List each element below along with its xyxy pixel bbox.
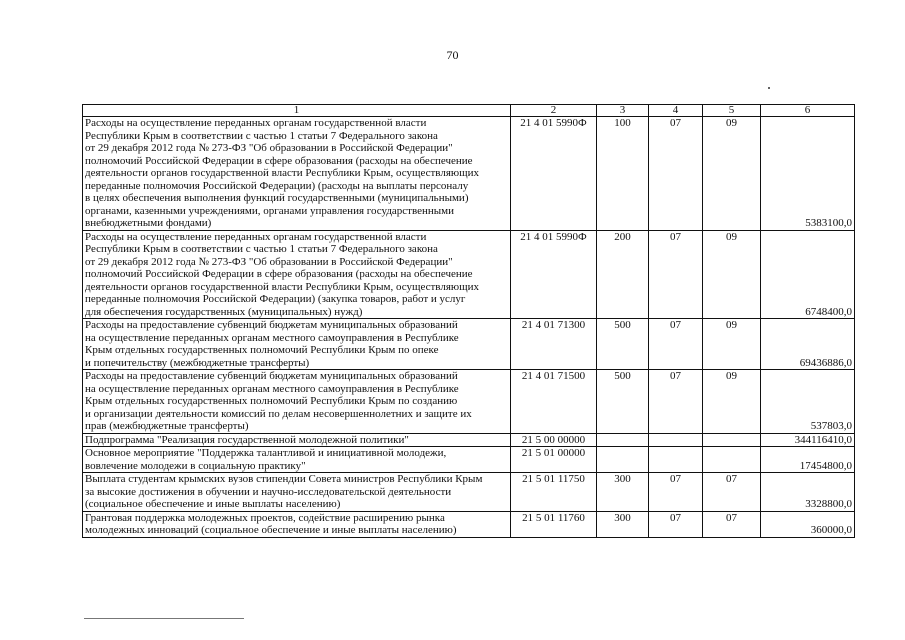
row-amount: 6748400,0 (761, 230, 855, 319)
row-amount: 360000,0 (761, 511, 855, 537)
table-row (83, 117, 855, 231)
table-row (83, 433, 855, 447)
row-target-code: 21 5 00 00000 (511, 433, 597, 447)
table-header-row (83, 105, 855, 117)
row-amount: 537803,0 (761, 370, 855, 434)
row-expense-type: 300 (597, 511, 649, 537)
row-section: 07 (649, 473, 703, 512)
header-col-6: 6 (761, 105, 855, 117)
row-amount: 3328800,0 (761, 473, 855, 512)
row-expense-type: 200 (597, 230, 649, 319)
header-col-5: 5 (703, 105, 761, 117)
row-subsection: 09 (703, 230, 761, 319)
row-target-code: 21 5 01 00000 (511, 447, 597, 473)
row-description: Выплата студентам крымских вузов стипендии Совета министров Республики Крым за высокие достижения в обучении и научно-исследовательской деятельности (социальное обеспечение и иные выплаты населению) (83, 473, 511, 512)
row-expense-type: 300 (597, 473, 649, 512)
row-section: 07 (649, 319, 703, 370)
row-section (649, 447, 703, 473)
row-section (649, 433, 703, 447)
scan-dot (768, 87, 770, 89)
header-col-3: 3 (597, 105, 649, 117)
budget-table (82, 104, 855, 538)
row-description: Основное мероприятие "Поддержка талантливой и инициативной молодежи, вовлечение молодежи в социальную практику" (83, 447, 511, 473)
table-row (83, 511, 855, 537)
row-description: Подпрограмма "Реализация государственной молодежной политики" (83, 433, 511, 447)
header-col-2: 2 (511, 105, 597, 117)
row-expense-type: 500 (597, 319, 649, 370)
row-subsection (703, 433, 761, 447)
header-col-1: 1 (83, 105, 511, 117)
row-subsection (703, 447, 761, 473)
row-description: Расходы на осуществление переданных органам государственной власти Республики Крым в соответствии с частью 1 статьи 7 Федерального закона от 29 декабря 2012 года № 273-ФЗ "Об образовании в Российской Федерации" полномочий Российской Федерации в сфере образования (расходы на обеспечение деятельности органов государственной власти Республики Крым, осуществляющих переданные полномочия Российской Федерации) (расходы на выплаты персоналу в целях обеспечения выполнения функций государственными (муниципальными) органами, казенными учреждениями, органами управления государственными внебюджетными фондами) (83, 117, 511, 231)
row-target-code: 21 5 01 11750 (511, 473, 597, 512)
row-expense-type (597, 447, 649, 473)
row-section: 07 (649, 117, 703, 231)
row-description: Расходы на осуществление переданных органам государственной власти Республики Крым в соответствии с частью 1 статьи 7 Федерального закона от 29 декабря 2012 года № 273-ФЗ "Об образовании в Российской Федерации" полномочий Российской Федерации в сфере образования (расходы на обеспечение деятельности органов государственной власти Республики Крым, осуществляющих переданные полномочия Российской Федерации) (закупка товаров, работ и услуг для обеспечения государственных (муниципальных) нужд) (83, 230, 511, 319)
table-row (83, 473, 855, 512)
row-description: Расходы на предоставление субвенций бюджетам муниципальных образований на осуществление переданных органам местного самоуправления в Республике Крым отдельных государственных полномочий Республики Крым по опеке и попечительству (межбюджетные трансферты) (83, 319, 511, 370)
row-amount: 69436886,0 (761, 319, 855, 370)
row-target-code: 21 4 01 5990Ф (511, 230, 597, 319)
table-row (83, 230, 855, 319)
row-subsection: 09 (703, 319, 761, 370)
row-subsection: 09 (703, 370, 761, 434)
row-target-code: 21 4 01 71300 (511, 319, 597, 370)
row-expense-type (597, 433, 649, 447)
budget-table-body (83, 105, 855, 538)
row-target-code: 21 4 01 71500 (511, 370, 597, 434)
row-description: Грантовая поддержка молодежных проектов, содействие расширению рынка молодежных инноваций (социальное обеспечение и иные выплаты населению) (83, 511, 511, 537)
row-expense-type: 100 (597, 117, 649, 231)
row-section: 07 (649, 230, 703, 319)
row-subsection: 07 (703, 511, 761, 537)
table-row (83, 370, 855, 434)
row-subsection: 09 (703, 117, 761, 231)
row-section: 07 (649, 370, 703, 434)
row-description: Расходы на предоставление субвенций бюджетам муниципальных образований на осуществление переданных органам местного самоуправления в Республике Крым отдельных государственных полномочий Республики Крым по созданию и организации деятельности комиссий по делам несовершеннолетних и защите их прав (межбюджетные трансферты) (83, 370, 511, 434)
row-amount: 344116410,0 (761, 433, 855, 447)
header-col-4: 4 (649, 105, 703, 117)
page-number: 70 (446, 48, 459, 62)
table-row (83, 447, 855, 473)
table-row (83, 319, 855, 370)
row-section: 07 (649, 511, 703, 537)
row-subsection: 07 (703, 473, 761, 512)
row-amount: 17454800,0 (761, 447, 855, 473)
row-amount: 5383100,0 (761, 117, 855, 231)
row-target-code: 21 5 01 11760 (511, 511, 597, 537)
row-expense-type: 500 (597, 370, 649, 434)
row-target-code: 21 4 01 5990Ф (511, 117, 597, 231)
footnote-rule (84, 618, 244, 619)
